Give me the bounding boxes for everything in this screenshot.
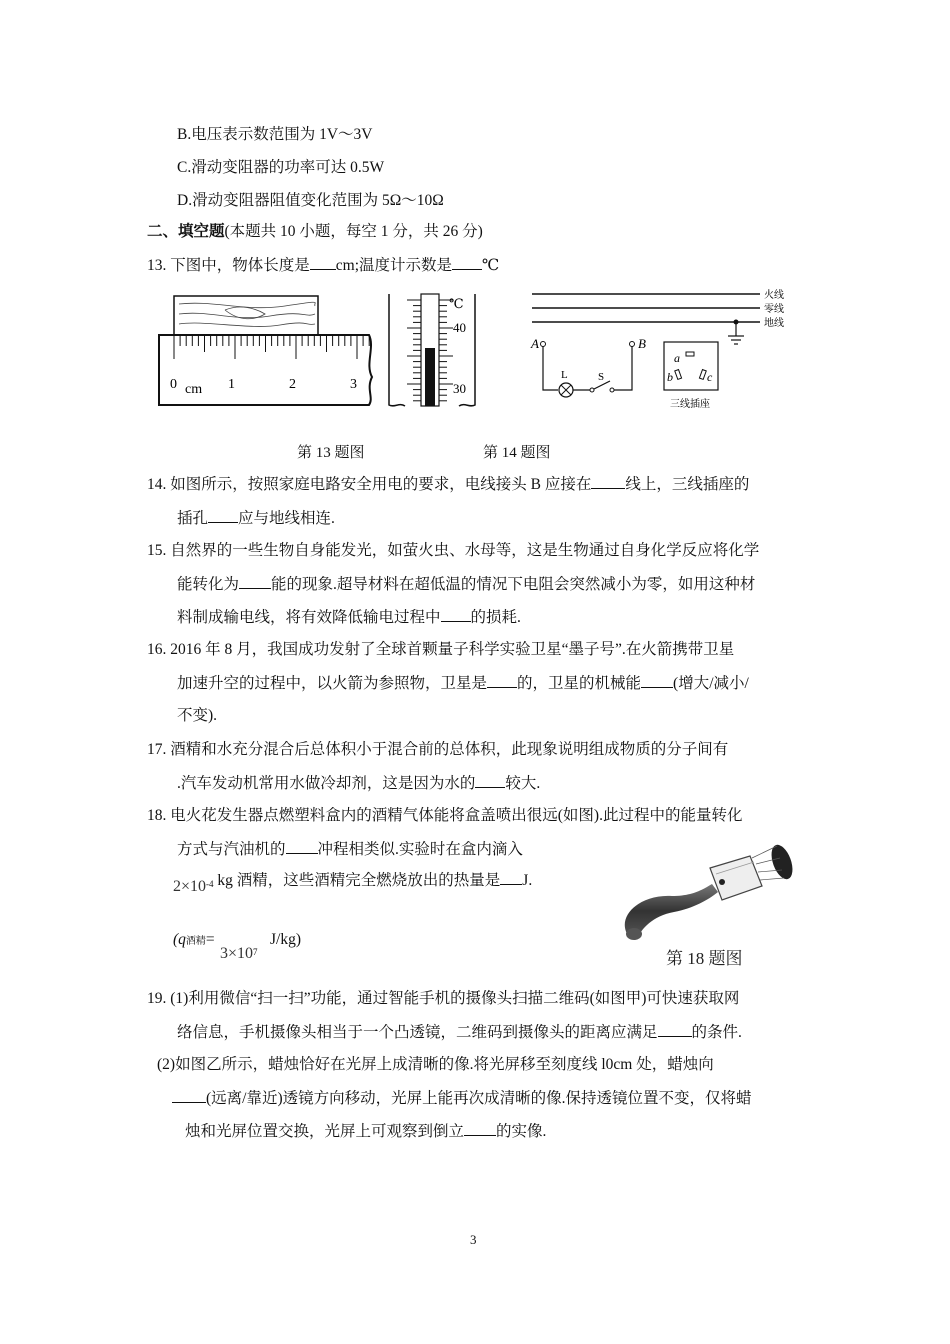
answer-blank bbox=[239, 574, 271, 589]
q18-text: kg 酒精，这些酒精完全燃烧放出的热量是 bbox=[217, 872, 501, 889]
q13-text-b: cm;温度计示数是 bbox=[335, 257, 453, 274]
q13-text-c: ℃ bbox=[482, 257, 500, 274]
section-title: 二、填空题 bbox=[147, 223, 225, 240]
wire-label: 火线 bbox=[764, 290, 784, 301]
question-13 bbox=[147, 255, 499, 276]
ruler-label: 2 bbox=[289, 377, 296, 392]
section-note: (本题共 10 小题，每空 1 分，共 26 分) bbox=[224, 223, 483, 240]
q16-text: (增大/减小/ bbox=[673, 675, 749, 692]
wire-label: 零线 bbox=[764, 304, 784, 315]
question-16-cont bbox=[177, 673, 749, 694]
q19-text: 的实像. bbox=[496, 1123, 547, 1140]
question-16: 16. 2016 年 8 月，我国成功发射了全球首颗量子科学实验卫星“墨子号”.在火箭携带卫星 bbox=[147, 641, 735, 658]
question-19-part2: (2)如图乙所示，蜡烛恰好在光屏上成清晰的像.将光屏移至刻度线 l0cm 处，蜡烛向 bbox=[157, 1056, 714, 1073]
question-14 bbox=[147, 474, 749, 495]
socket-hole-label: b bbox=[667, 370, 673, 384]
question-19-part2-cont bbox=[172, 1088, 752, 1109]
question-18: 18. 电火花发生器点燃塑料盒内的酒精气体能将盒盖喷出很远(如图).此过程中的能量转化 bbox=[147, 807, 743, 824]
answer-blank bbox=[641, 673, 673, 688]
question-15-cont bbox=[177, 574, 755, 595]
answer-blank bbox=[658, 1022, 692, 1037]
answer-blank bbox=[500, 870, 522, 885]
socket-hole-label: a bbox=[674, 351, 680, 365]
thermo-label: 30 bbox=[453, 381, 466, 396]
q17-text: .汽车发动机常用水做冷却剂，这是因为水的 bbox=[177, 775, 476, 792]
q18-text: 冲程相类似.实验时在盒内滴入 bbox=[317, 841, 523, 858]
question-17-cont bbox=[177, 773, 540, 794]
answer-blank bbox=[208, 508, 238, 523]
q19-text: 的条件. bbox=[691, 1024, 742, 1041]
ruler-label: 1 bbox=[228, 377, 235, 392]
thermo-label: 40 bbox=[453, 320, 466, 335]
q19-text: (远离/靠近)透镜方向移动，光屏上能再次成清晰的像.保持透镜位置不变，仅将蜡 bbox=[206, 1090, 752, 1107]
spark-generator-figure bbox=[612, 834, 812, 974]
terminal-a-label: A bbox=[531, 336, 539, 351]
thermometer-figure bbox=[385, 292, 485, 412]
q15-text: 料制成输电线，将有效降低输电过程中 bbox=[177, 609, 441, 626]
q14-text: 应与地线相连. bbox=[238, 510, 335, 527]
question-18-heat-unit: J/kg) bbox=[270, 931, 301, 948]
lamp-label: L bbox=[561, 369, 568, 381]
q16-text: 的，卫星的机械能 bbox=[517, 675, 642, 692]
thermometer-liquid bbox=[425, 348, 435, 406]
q18-mass-value: 2×10 bbox=[173, 878, 207, 895]
socket-label: 三线插座 bbox=[670, 399, 710, 410]
question-19: 19. (1)利用微信“扫一扫”功能，通过智能手机的摄像头扫描二维码(如图甲)可快速获取网 bbox=[147, 990, 740, 1007]
ruler-unit: cm bbox=[185, 382, 203, 397]
answer-blank bbox=[172, 1088, 206, 1103]
q19-text: 络信息，手机摄像头相当于一个凸透镜，二维码到摄像头的距离应满足 bbox=[177, 1024, 658, 1041]
fig14-caption: 第 14 题图 bbox=[483, 445, 551, 461]
fig18-caption: 第 18 题图 bbox=[666, 949, 743, 968]
question-14-cont bbox=[177, 508, 335, 529]
answer-blank bbox=[487, 673, 517, 688]
q15-text: 能转化为 bbox=[177, 576, 240, 593]
q14-text: 插孔 bbox=[177, 510, 209, 527]
q18-text: J. bbox=[522, 872, 533, 889]
question-15-cont bbox=[177, 607, 521, 628]
q18-equals: = bbox=[205, 931, 215, 948]
q16-text: 加速升空的过程中，以火箭为参照物，卫星是 bbox=[177, 675, 488, 692]
answer-blank bbox=[464, 1121, 496, 1136]
q15-text: 的损耗. bbox=[470, 609, 521, 626]
answer-blank bbox=[475, 773, 505, 788]
terminal-b-label: B bbox=[638, 336, 646, 351]
q18-symbol-subscript: 酒精 bbox=[185, 936, 206, 947]
q18-heat-exponent: 7 bbox=[253, 947, 258, 957]
wire-label: 地线 bbox=[764, 318, 784, 329]
q17-text: 较大. bbox=[505, 775, 541, 792]
thermo-unit: ℃ bbox=[449, 296, 464, 311]
fig13-caption: 第 13 题图 bbox=[297, 445, 365, 461]
q14-text: 14. 如图所示，按照家庭电路安全用电的要求，电线接头 B 应接在 bbox=[147, 476, 592, 493]
q18-heat-coef: 3×10 bbox=[220, 945, 254, 962]
q13-text-a: 13. 下图中，物体长度是 bbox=[147, 257, 310, 274]
q18-symbol: (q bbox=[173, 931, 186, 948]
box-lid bbox=[767, 842, 796, 882]
ruler-label: 3 bbox=[350, 377, 357, 392]
ruler-figure bbox=[155, 292, 380, 412]
ruler-label: 0 bbox=[170, 377, 177, 392]
page-number: 3 bbox=[470, 1232, 477, 1247]
question-16-cont: 不变). bbox=[177, 707, 218, 724]
question-18-heat-value-b bbox=[220, 944, 258, 964]
option-b: B.电压表示数范围为 1V～3V bbox=[177, 126, 373, 143]
answer-blank bbox=[286, 839, 318, 854]
wood-block bbox=[174, 296, 318, 335]
option-d: D.滑动变阻器阻值变化范围为 5Ω～10Ω bbox=[177, 192, 444, 209]
question-17: 17. 酒精和水充分混合后总体积小于混合前的总体积，此现象说明组成物质的分子间有 bbox=[147, 741, 729, 758]
question-18-mass bbox=[173, 872, 533, 897]
q14-text: 线上，三线插座的 bbox=[625, 476, 750, 493]
option-c: C.滑动变阻器的功率可达 0.5W bbox=[177, 159, 385, 176]
question-15: 15. 自然界的一些生物自身能发光，如萤火虫、水母等，这是生物通过自身化学反应将化学 bbox=[147, 542, 760, 559]
circuit-figure bbox=[528, 282, 798, 417]
answer-blank bbox=[452, 255, 482, 270]
question-19-part2-cont bbox=[185, 1121, 546, 1142]
answer-blank bbox=[310, 255, 336, 270]
q18-mass-exponent: -4 bbox=[206, 879, 214, 889]
answer-blank bbox=[591, 474, 625, 489]
socket-hole-label: c bbox=[707, 370, 713, 384]
question-18-cont bbox=[177, 839, 523, 860]
switch-label: S bbox=[598, 371, 605, 383]
plastic-box bbox=[710, 856, 762, 900]
question-19-cont bbox=[177, 1022, 742, 1043]
answer-blank bbox=[441, 607, 471, 622]
section-heading bbox=[147, 222, 483, 242]
question-18-heat-value bbox=[173, 930, 215, 952]
q15-text: 能的现象.超导材料在超低温的情况下电阻会突然减小为零，如用这种材 bbox=[271, 576, 756, 593]
q19-text: 烛和光屏位置交换，光屏上可观察到倒立 bbox=[185, 1123, 465, 1140]
q18-text: 方式与汽油机的 bbox=[177, 841, 286, 858]
